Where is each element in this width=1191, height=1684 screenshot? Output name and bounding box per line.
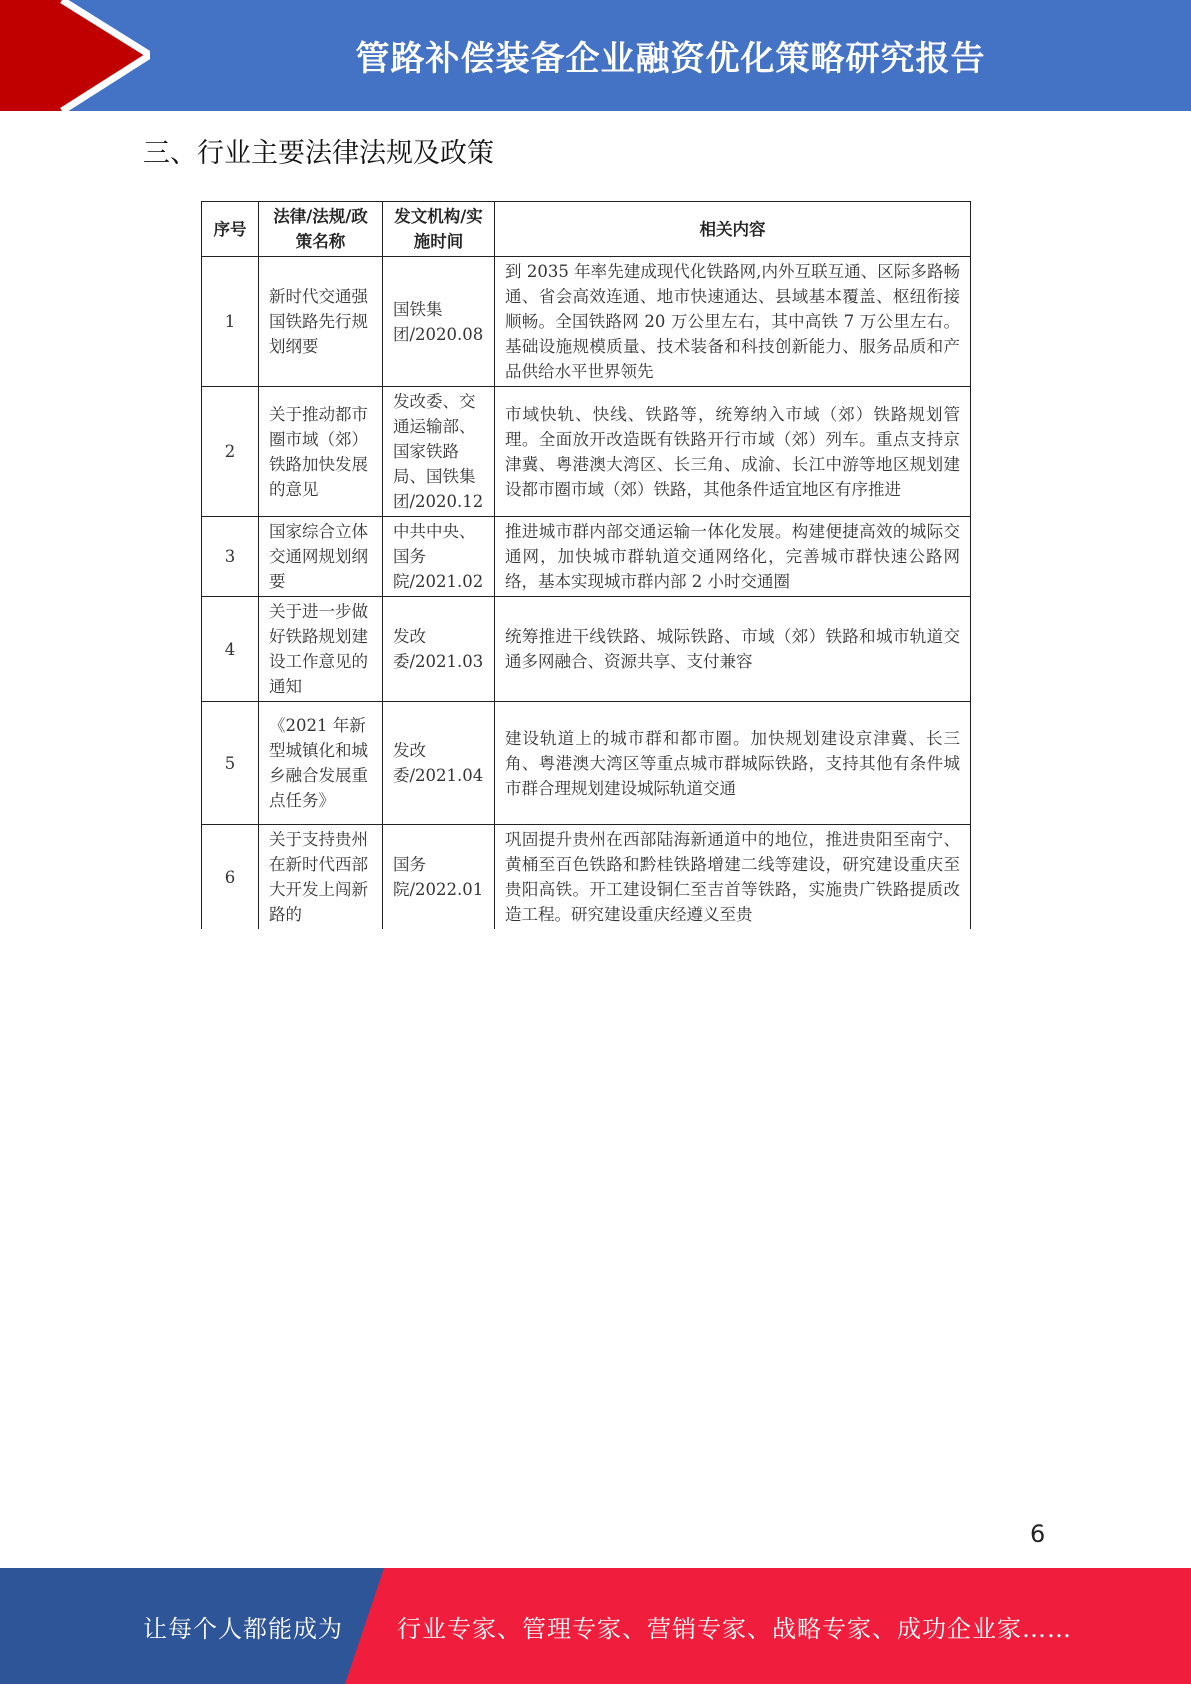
section-heading: 三、行业主要法律法规及政策	[143, 138, 494, 169]
row-seq: 2	[202, 387, 259, 517]
table-row	[202, 517, 971, 597]
row-seq: 4	[202, 597, 259, 702]
row-seq: 1	[202, 257, 259, 387]
policy-table	[201, 201, 971, 929]
report-title: 管路补偿装备企业融资优化策略研究报告	[355, 39, 986, 79]
row-name: 《2021 年新型城镇化和城乡融合发展重点任务》	[259, 702, 383, 825]
row-issuer: 发改委、交通运输部、国家铁路局、国铁集团/2020.12	[383, 387, 495, 517]
row-content: 到 2035 年率先建成现代化铁路网,内外互联互通、区际多路畅通、省会高效连通、地市快速通达、县域基本覆盖、枢纽衔接顺畅。全国铁路网 20 万公里左右，其中高铁 7 万公里左右。基础设施规模质量、技术装备和科技创新能力、服务品质和产品供给水平世界领先	[495, 257, 971, 387]
page-number: 6	[1030, 1520, 1046, 1548]
header-name: 法律/法规/政策名称	[259, 202, 383, 257]
table-row	[202, 597, 971, 702]
row-content: 巩固提升贵州在西部陆海新通道中的地位，推进贵阳至南宁、黄桶至百色铁路和黔桂铁路增建二线等建设，研究建设重庆至贵阳高铁。开工建设铜仁至吉首等铁路，实施贵广铁路提质改造工程。研究建设重庆经遵义至贵	[495, 825, 971, 930]
row-seq: 6	[202, 825, 259, 930]
row-content: 建设轨道上的城市群和都市圈。加快规划建设京津冀、长三角、粤港澳大湾区等重点城市群城际铁路，支持其他有条件城市群合理规划建设城际轨道交通	[495, 702, 971, 825]
row-name: 关于支持贵州在新时代西部大开发上闯新路的	[259, 825, 383, 930]
row-content: 统筹推进干线铁路、城际铁路、市域（郊）铁路和城市轨道交通多网融合、资源共享、支付兼容	[495, 597, 971, 702]
row-seq: 3	[202, 517, 259, 597]
row-name: 关于进一步做好铁路规划建设工作意见的通知	[259, 597, 383, 702]
footer-slogan-right: 行业专家、管理专家、营销专家、战略专家、成功企业家……	[397, 1614, 1072, 1643]
header-issuer: 发文机构/实施时间	[383, 202, 495, 257]
header-seq: 序号	[202, 202, 259, 257]
row-seq: 5	[202, 702, 259, 825]
row-issuer: 国务院/2022.01	[383, 825, 495, 930]
footer-banner	[0, 1568, 1191, 1684]
header-content: 相关内容	[495, 202, 971, 257]
header-banner	[0, 0, 1191, 111]
row-name: 国家综合立体交通网规划纲要	[259, 517, 383, 597]
table-row	[202, 387, 971, 517]
row-issuer: 发改委/2021.03	[383, 597, 495, 702]
row-issuer: 中共中央、国务院/2021.02	[383, 517, 495, 597]
footer-slogan-left: 让每个人都能成为	[143, 1614, 343, 1643]
table-row	[202, 825, 971, 930]
header-arrow-icon	[0, 0, 150, 111]
row-issuer: 发改委/2021.04	[383, 702, 495, 825]
row-content: 市域快轨、快线、铁路等，统筹纳入市域（郊）铁路规划管理。全面放开改造既有铁路开行市域（郊）列车。重点支持京津冀、粤港澳大湾区、长三角、成渝、长江中游等地区规划建设都市圈市域（郊）铁路，其他条件适宜地区有序推进	[495, 387, 971, 517]
row-name: 新时代交通强国铁路先行规划纲要	[259, 257, 383, 387]
row-name: 关于推动都市圈市域（郊）铁路加快发展的意见	[259, 387, 383, 517]
table-header-row	[202, 202, 971, 257]
table-row	[202, 257, 971, 387]
table-row	[202, 702, 971, 825]
row-content: 推进城市群内部交通运输一体化发展。构建便捷高效的城际交通网，加快城市群轨道交通网络化，完善城市群快速公路网络，基本实现城市群内部 2 小时交通圈	[495, 517, 971, 597]
row-issuer: 国铁集团/2020.08	[383, 257, 495, 387]
